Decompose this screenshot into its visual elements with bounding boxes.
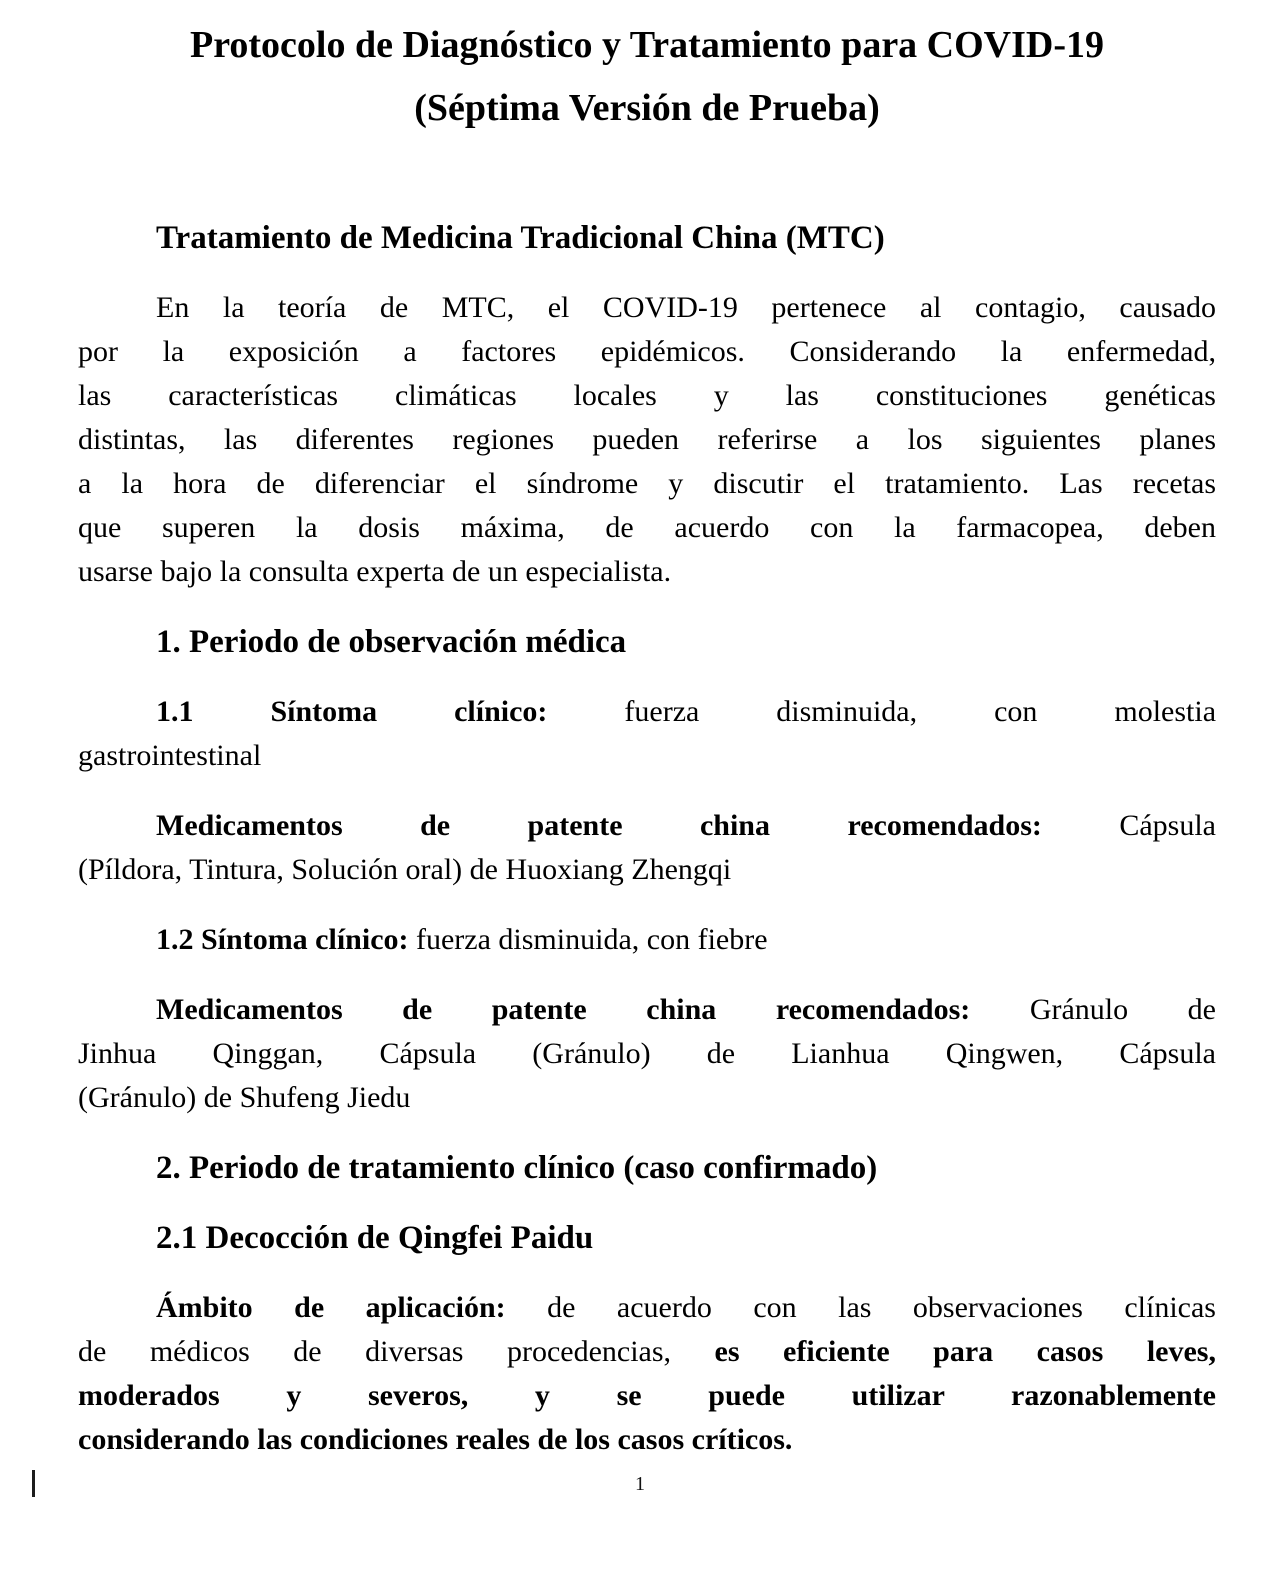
paragraph-line: Jinhua Qinggan, Cápsula (Gránulo) de Lianhua Qingwen, Cápsula: [78, 1037, 1216, 1070]
medicines-1-2-label: Medicamentos de patente china recomendados:: [156, 993, 971, 1026]
paragraph-line: [78, 1330, 1216, 1374]
paragraph-line: que superen la dosis máxima, de acuerdo con la farmacopea, deben: [78, 511, 1216, 544]
scope-emphasis: considerando las condiciones reales de los casos críticos.: [78, 1423, 793, 1456]
document-title-line-2: (Séptima Versión de Prueba): [414, 87, 880, 129]
paragraph-line: por la exposición a factores epidémicos. Considerando la enfermedad,: [78, 335, 1216, 368]
paragraph-line: [78, 918, 1216, 962]
heading-section-2: 2. Periodo de tratamiento clínico (caso confirmado): [156, 1150, 878, 1186]
recommended-medicines-1-1-paragraph: [78, 804, 1216, 892]
scope-emphasis: es eficiente para casos leves,: [714, 1335, 1216, 1368]
intro-paragraph: [78, 286, 1216, 594]
paragraph-line: las características climáticas locales y las constituciones genéticas: [78, 379, 1216, 412]
symptom-1-2-text: fuerza disminuida, con fiebre: [416, 923, 768, 956]
medicines-1-1-label: Medicamentos de patente china recomendados:: [156, 809, 1042, 842]
scope-emphasis: moderados y severos, y se puede utilizar razonablemente: [78, 1379, 1216, 1412]
section-heading-mtc: Tratamiento de Medicina Tradicional China (MTC): [156, 220, 885, 256]
symptom-1-1-label: 1.1 Síntoma clínico:: [156, 695, 548, 728]
paragraph-line: (Píldora, Tintura, Solución oral) de Huoxiang Zhengqi: [78, 853, 732, 886]
clinical-symptom-1-1-paragraph: [78, 690, 1216, 778]
symptom-1-2-label: 1.2 Síntoma clínico:: [156, 923, 409, 956]
paragraph-line: [78, 690, 1216, 734]
paragraph-line: (Gránulo) de Shufeng Jiedu: [78, 1081, 411, 1114]
paragraph-line: gastrointestinal: [78, 739, 262, 772]
paragraph-line: En la teoría de MTC, el COVID-19 pertenece al contagio, causado: [156, 291, 1216, 324]
medicines-1-2-text: Gránulo de: [1029, 993, 1217, 1026]
paragraph-line: [78, 1418, 1216, 1462]
page-number: 1: [635, 1473, 645, 1495]
scope-text: de médicos de diversas procedencias,: [78, 1335, 672, 1368]
scope-label: Ámbito de aplicación:: [156, 1291, 506, 1324]
paragraph-line: [78, 1374, 1216, 1418]
paragraph-line: usarse bajo la consulta experta de un especialista.: [78, 555, 672, 588]
paragraph-line: a la hora de diferenciar el síndrome y discutir el tratamiento. Las recetas: [78, 467, 1216, 500]
paragraph-line: [78, 804, 1216, 848]
clinical-symptom-1-2-paragraph: [78, 918, 1216, 962]
paragraph-line: [78, 1286, 1216, 1330]
scope-text: de acuerdo con las observaciones clínicas: [547, 1291, 1216, 1324]
recommended-medicines-1-2-paragraph: [78, 988, 1216, 1120]
paragraph-line: distintas, las diferentes regiones pueden referirse a los siguientes planes: [78, 423, 1216, 456]
symptom-1-1-text: fuerza disminuida, con molestia: [624, 695, 1217, 728]
document-title: [78, 14, 1216, 140]
document-title-line-1: Protocolo de Diagnóstico y Tratamiento para COVID-19: [189, 24, 1105, 66]
medicines-1-1-text: Cápsula: [1119, 809, 1216, 842]
heading-section-1: 1. Periodo de observación médica: [156, 624, 627, 660]
scope-of-application-paragraph: [78, 1286, 1216, 1462]
heading-section-2-1: 2.1 Decocción de Qingfei Paidu: [156, 1220, 594, 1256]
paragraph-line: [78, 988, 1216, 1032]
